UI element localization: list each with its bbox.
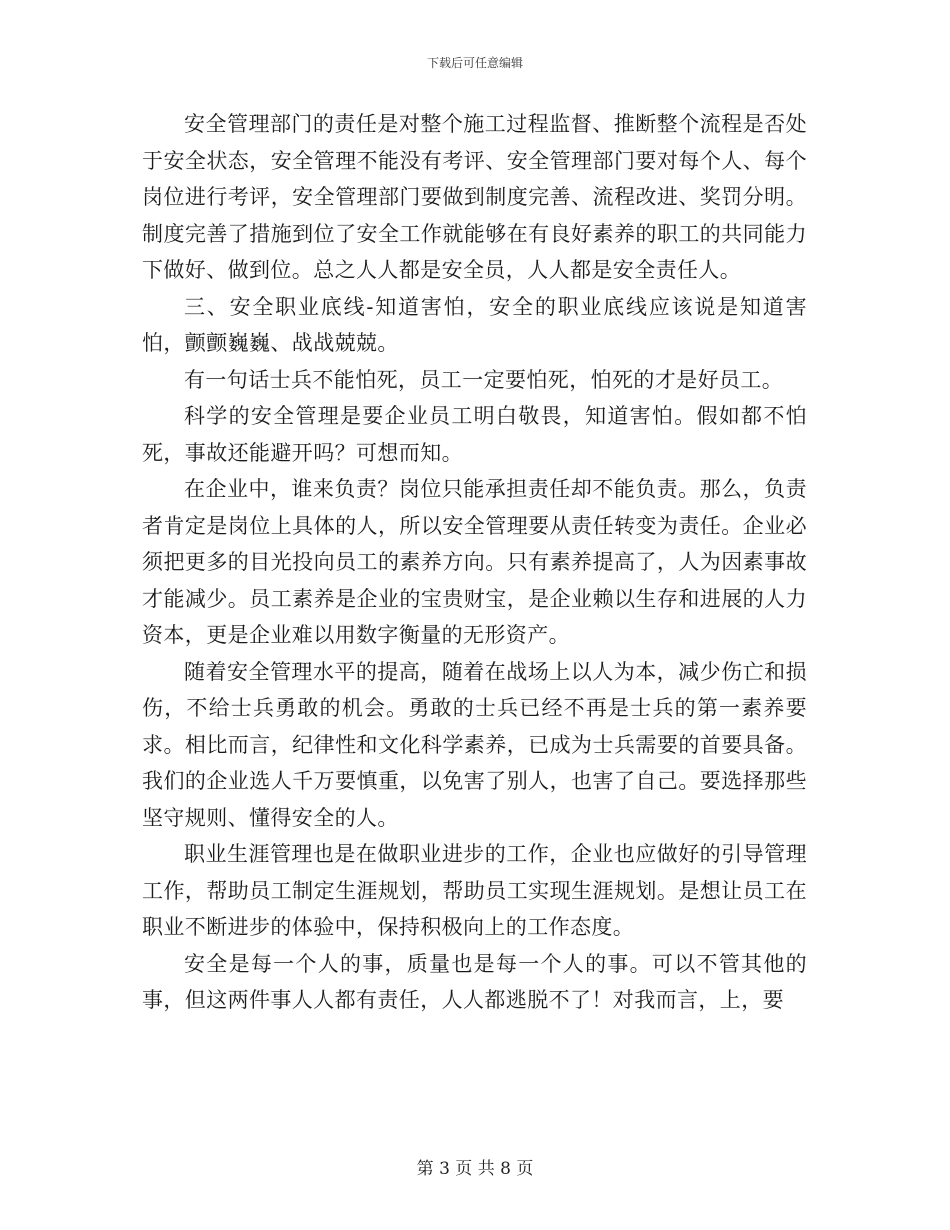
document-body xyxy=(142,106,807,1019)
page-header-note: 下载后可任意编辑 xyxy=(426,56,523,70)
page-number: 第 3 页 共 8 页 xyxy=(416,1159,534,1179)
paragraph-7: 职业生涯管理也是在做职业进步的工作，企业也应做好的引导管理工作，帮助员工制定生涯规划，帮助员工实现生涯规划。是想让员工在职业不断进步的体验中，保持积极向上的工作态度。 xyxy=(142,842,807,939)
paragraph-5: 在企业中，谁来负责？岗位只能承担责任却不能负责。那么，负责者肯定是岗位上具体的人，所以安全管理要从责任转变为责任。企业必须把更多的目光投向员工的素养方向。只有素养提高了，人为因素事故才能减少。员工素养是企业的宝贵财宝，是企业赖以生存和进展的人力资本，更是企业难以用数字衡量的无形资产。 xyxy=(142,477,807,647)
paragraph-2: 三、安全职业底线-知道害怕，安全的职业底线应该说是知道害怕，颤颤巍巍、战战兢兢。 xyxy=(142,294,807,355)
paragraph-1: 安全管理部门的责任是对整个施工过程监督、推断整个流程是否处于安全状态，安全管理不能没有考评、安全管理部门要对每个人、每个岗位进行考评，安全管理部门要做到制度完善、流程改进、奖罚分明。制度完善了措施到位了安全工作就能够在有良好素养的职工的共同能力下做好、做到位。总之人人都是安全员，人人都是安全责任人。 xyxy=(142,112,807,282)
paragraph-4: 科学的安全管理是要企业员工明白敬畏，知道害怕。假如都不怕死，事故还能避开吗？可想而知。 xyxy=(142,404,807,465)
paragraph-3: 有一句话士兵不能怕死，员工一定要怕死，怕死的才是好员工。 xyxy=(184,367,784,392)
paragraph-6: 随着安全管理水平的提高，随着在战场上以人为本，减少伤亡和损伤，不给士兵勇敢的机会。勇敢的士兵已经不再是士兵的第一素养要求。相比而言，纪律性和文化科学素养，已成为士兵需要的首要具备。我们的企业选人千万要慎重，以免害了别人，也害了自己。要选择那些坚守规则、懂得安全的人。 xyxy=(142,659,807,830)
paragraph-8: 安全是每一个人的事，质量也是每一个人的事。可以不管其他的事，但这两件事人人都有责任，人人都逃脱不了！对我而言，上，要 xyxy=(142,951,807,1012)
